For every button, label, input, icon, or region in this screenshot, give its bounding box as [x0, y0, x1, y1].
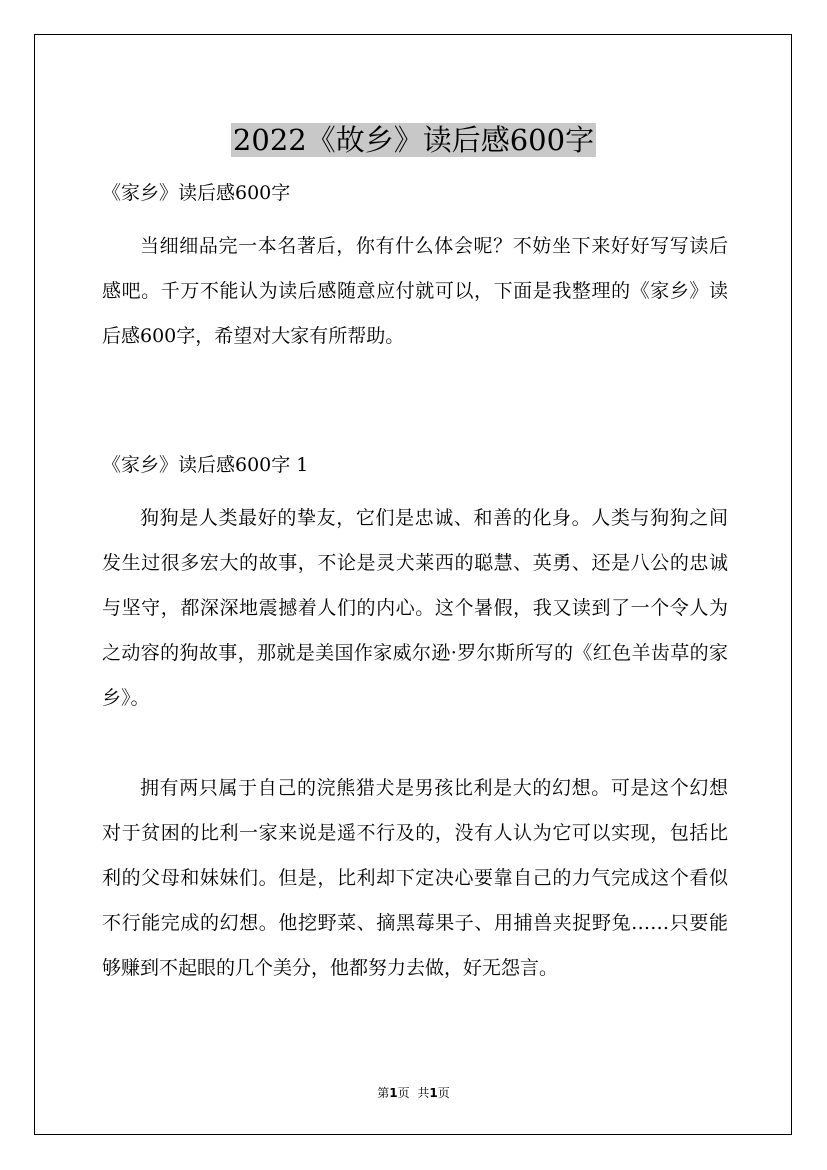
footer-page-current: 1 [389, 1086, 398, 1100]
section-heading-intro: 《家乡》读后感600字 [102, 182, 291, 204]
footer-total-prefix: 共 [417, 1086, 430, 1100]
section-heading-1: 《家乡》读后感600字 1 [102, 454, 309, 476]
intro-paragraph: 当细细品完一本名著后，你有什么体会呢？不妨坐下来好好写写读后感吧。千万不能认为读后感随意应付就可以，下面是我整理的《家乡》读后感600字，希望对大家有所帮助。 [102, 235, 728, 347]
footer-page-prefix: 第 [377, 1086, 390, 1100]
footer-total-suffix: 页 [437, 1086, 450, 1100]
document-title [0, 119, 827, 161]
footer-page-suffix: 页 [397, 1086, 410, 1100]
section-1-paragraph-1: 狗狗是人类最好的挚友，它们是忠诚、和善的化身。人类与狗狗之间发生过很多宏大的故事，不论是灵犬莱西的聪慧、英勇、还是八公的忠诚与坚守，都深深地震撼着人们的内心。这个暑假，我又读到了一个令人为之动容的狗故事，那就是美国作家威尔逊·罗尔斯所写的《红色羊齿草的家乡》。 [102, 507, 728, 709]
page-footer [0, 1085, 827, 1101]
document-title-text: 2022《故乡》读后感600字 [232, 123, 595, 158]
section-1-paragraph-2: 拥有两只属于自己的浣熊猎犬是男孩比利是大的幻想。可是这个幻想对于贫困的比利一家来说是遥不行及的，没有人认为它可以实现，包括比利的父母和妹妹们。但是，比利却下定决心要靠自己的力气完成这个看似不行能完成的幻想。他挖野菜、摘黑莓果子、用捕兽夹捉野兔……只要能够赚到不起眼的几个美分，他都努力去做，好无怨言。 [102, 777, 728, 979]
footer-page-total: 1 [429, 1086, 438, 1100]
